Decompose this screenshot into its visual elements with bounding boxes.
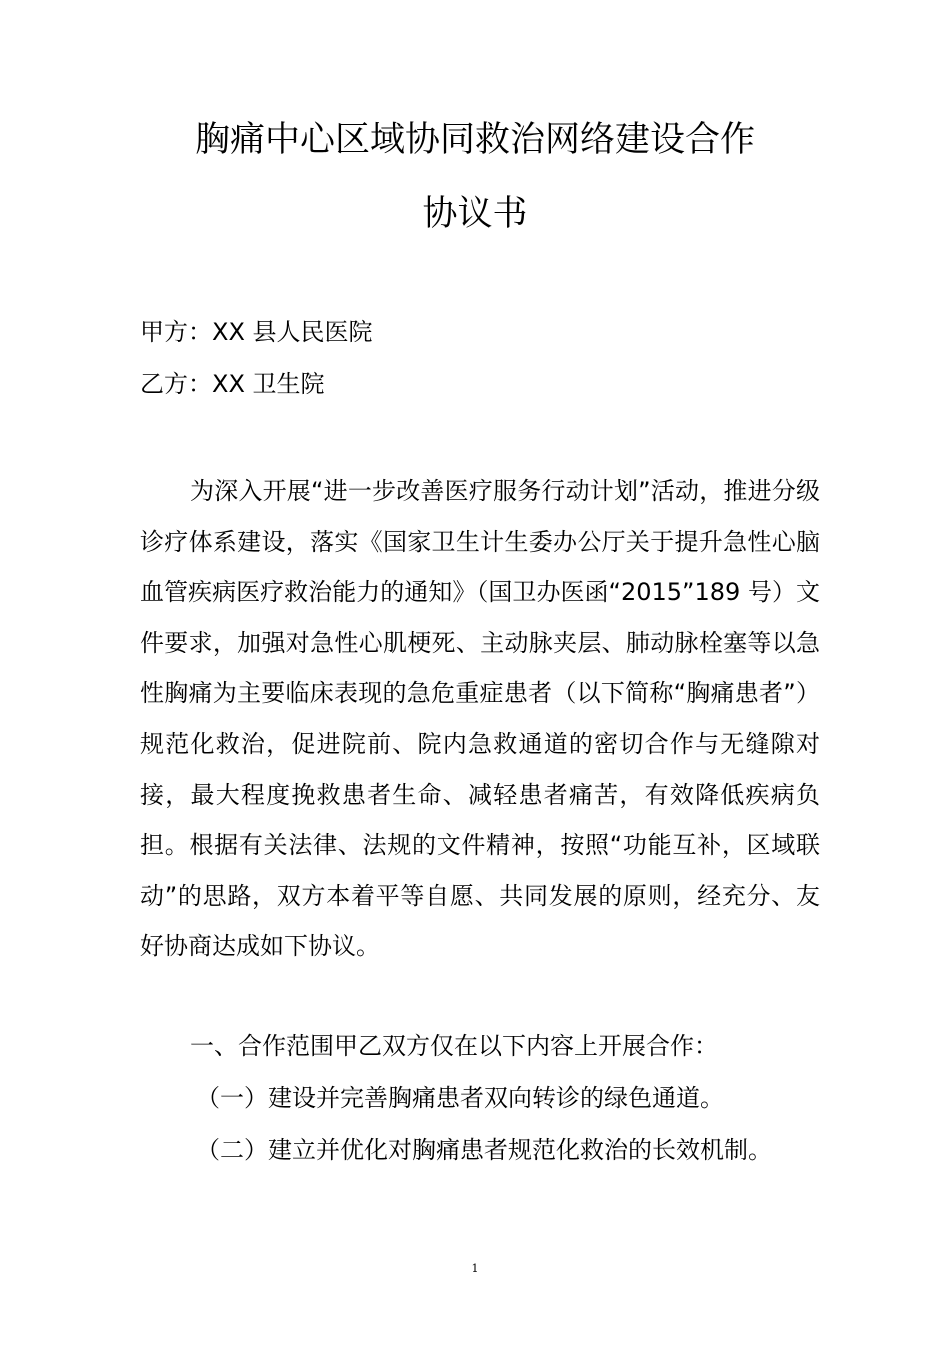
- page-number: 1: [471, 1262, 479, 1275]
- document-title-line-1: 胸痛中心区域协同救治网络建设合作: [194, 120, 755, 160]
- section-1-heading: 一、合作范围甲乙双方仅在以下内容上开展合作：: [190, 1032, 718, 1060]
- document-title-line-2: 协议书: [422, 194, 528, 234]
- intro-paragraph: 为深入开展“进一步改善医疗服务行动计划”活动，推进分级诊疗体系建设，落实《国家卫生计生委办公厅关于提升急性心脑血管疾病医疗救治能力的通知》（国卫办医函“2015”189 号）文件要求，加强对急性心肌梗死、主动脉夹层、肺动脉栓塞等以急性胸痛为主要临床表现的急危重症患者（以下简称“胸痛患者”）规范化救治，促进院前、院内急救通道的密切合作与无缝隙对接，最大程度挽救患者生命、减轻患者痛苦，有效降低疾病负担。根据有关法律、法规的文件精神，按照“功能互补，区域联动”的思路，双方本着平等自愿、共同发展的原则，经充分、友好协商达成如下协议。: [140, 477, 820, 961]
- section-1-item-2: （二）建立并优化对胸痛患者规范化救治的长效机制。: [196, 1136, 772, 1164]
- party-b: 乙方：XX 卫生院: [140, 370, 325, 398]
- party-a: 甲方：XX 县人民医院: [140, 318, 373, 346]
- section-1-item-1: （一）建设并完善胸痛患者双向转诊的绿色通道。: [196, 1084, 724, 1112]
